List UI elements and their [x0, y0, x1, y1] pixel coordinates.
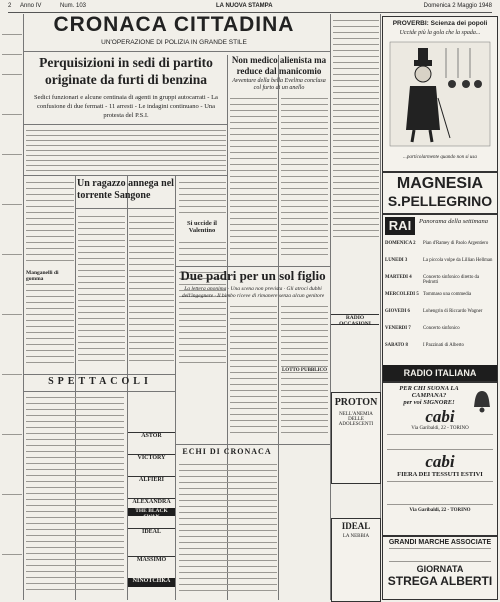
ideal-line: LA NEBBIA — [342, 534, 370, 539]
article-column — [26, 178, 74, 373]
column-rule — [23, 14, 24, 600]
rai-footer: RADIO ITALIANA — [383, 365, 497, 381]
column-rule — [278, 55, 279, 600]
rai-program: Lohengrin di Riccardo Wagner — [423, 309, 483, 314]
column-rule — [380, 14, 381, 600]
cabi-fiera: FIERA DEI TESSUTI ESTIVI — [397, 471, 483, 478]
echi-heading: ECHI DI CRONACA — [182, 447, 272, 456]
lead-deck: Sedici funzionari e alcune centinaia di agenti in gruppi autocarrati - La confusione di due fermati - 11 arresti - Le indagini continuano - Una protesta del P.S.I. — [34, 94, 218, 119]
article-column — [78, 212, 125, 372]
rai-logo: RAI — [385, 217, 415, 235]
lead-body — [26, 127, 226, 175]
cinema-film: THE BLACK SWAN — [128, 508, 175, 516]
cinema-name: MASSIMO — [128, 556, 175, 565]
divider — [76, 208, 176, 209]
issue-date: Domenica 2 Maggio 1948 — [423, 3, 492, 9]
article-column — [179, 462, 277, 600]
cinema-name: VICTORY — [128, 454, 175, 463]
proton-line: NELL'ANEMIA DELLE ADOLESCENTI — [338, 412, 374, 427]
newspaper-name: LA NUOVA STAMPA — [216, 3, 273, 9]
rai-day: LUNEDI 3 — [385, 258, 408, 263]
ragazzo-headline: Un ragazzo annega nel torrente Sangone — [77, 178, 174, 201]
divider — [176, 266, 330, 267]
cabi-brand: cabi — [425, 452, 455, 471]
lead-headline: Perquisizioni in sedi di partito originate da furti di benzina — [39, 55, 213, 87]
cinema-film: NINOTCHKA — [128, 578, 175, 587]
medico-deck: Avventure della bella Evelina conclusa col furto di un anello — [232, 78, 326, 91]
proton-ad — [331, 392, 381, 484]
cabi-address: Via Garibaldi, 22 - TORINO — [411, 426, 469, 431]
article-column — [333, 16, 379, 246]
divider — [176, 444, 330, 445]
gomma-subhead: Manganelli di gomma — [26, 270, 59, 282]
proverbi-foot: ...particolarmente quando non si usa — [403, 155, 477, 160]
cabi-answer: per voi SIGNORE! — [403, 399, 455, 406]
magnesia-line1: MAGNESIA — [396, 175, 484, 192]
spettacoli-heading: SPETTACOLI — [48, 376, 152, 387]
cabi-brand: cabi — [425, 407, 455, 426]
cabi-ad — [382, 382, 498, 536]
cinema-name: ASTOR — [128, 432, 175, 441]
proverbi-title: PROVERBI: Scienza dei popoli — [392, 20, 488, 27]
proton-brand: PROTON — [334, 397, 378, 408]
medico-headline: Non medico alienista ma reduce dal manicomio — [231, 55, 327, 76]
rai-schedule — [385, 241, 495, 363]
article-column — [230, 304, 277, 444]
article-column — [281, 96, 328, 266]
gentleman-illustration — [386, 38, 494, 150]
column-rule — [330, 14, 331, 600]
divider — [24, 51, 330, 52]
rai-program: Pian d'Ramey di Paolo Argentiero — [423, 241, 489, 246]
rai-program: Concerto sinfonico diretto da Pedrotti — [423, 275, 480, 285]
strega-title: GRANDI MARCHE ASSOCIATE — [388, 539, 492, 546]
bell-icon — [471, 389, 493, 415]
strega-giornata: GIORNATA — [416, 564, 464, 574]
rai-program: Concerto sinfonico — [423, 326, 460, 331]
margin-column-text — [2, 14, 22, 600]
lotto-heading: LOTTO PUBBLICO — [281, 368, 328, 373]
rai-program: Tommaso una commedia — [423, 292, 472, 297]
rai-day: SABATO 8 — [385, 343, 408, 348]
cabi-question: PER CHI SUONA LA CAMPANA? — [399, 385, 459, 399]
cinema-name: IDEAL — [128, 528, 175, 537]
cinema-listings — [128, 432, 175, 600]
cabi-address: Via Garibaldi, 22 - TORINO — [409, 508, 471, 513]
rai-tagline: Panorama della settimana — [419, 218, 488, 225]
padri-headline: Due padri per un sol figlio — [180, 268, 326, 283]
proverbi-quote: Uccide più la gola che la spada... — [399, 30, 481, 36]
divider — [24, 391, 176, 392]
strega-ad — [382, 536, 498, 600]
article-column — [230, 96, 277, 266]
proverbi-ad — [382, 16, 498, 172]
rai-program: La piccola volpe da Lillian Hellman — [423, 258, 493, 263]
radio-occasioni: RADIO OCCASIONI — [331, 314, 379, 325]
year-label: Anno IV — [20, 3, 42, 9]
magnesia-ad — [382, 172, 498, 214]
ideal-ad — [331, 518, 381, 602]
listings-column — [26, 395, 124, 600]
cinema-name: ALEXANDRA — [128, 498, 175, 507]
article-column — [129, 212, 174, 372]
rai-day: GIOVEDI 6 — [385, 309, 410, 314]
divider — [24, 374, 176, 375]
issue-number: Num. 103 — [60, 3, 87, 9]
ideal-brand: IDEAL — [341, 521, 371, 531]
cinema-name: ALFIERI — [128, 476, 175, 485]
rai-day: MERCOLEDI 5 — [385, 292, 419, 297]
rai-day: VENERDI 7 — [385, 326, 411, 331]
section-kicker: UN'OPERAZIONE DI POLIZIA IN GRANDE STILE — [101, 39, 247, 46]
valentino-headline: Si uccide il Valentino — [187, 220, 217, 234]
masthead — [8, 2, 492, 13]
divider — [24, 124, 227, 125]
divider — [24, 175, 227, 176]
rai-day: DOMENICA 2 — [385, 241, 416, 246]
section-title: CRONACA CITTADINA — [53, 13, 295, 36]
page-number: 2 — [8, 3, 12, 9]
rai-day: MARTEDI 4 — [385, 275, 412, 280]
magnesia-line2: S.PELLEGRINO — [387, 193, 493, 209]
padri-deck: La lettera anonima · Una scena non prevista · Gli atroci dubbi dell'ingegnere · Il bimbo riceve di rimanere senza alcun genitore — [181, 286, 325, 299]
rai-ad — [382, 214, 498, 382]
rai-program: I Pazzinati di Alberto — [423, 343, 464, 348]
strega-brand: STREGA ALBERTI — [387, 574, 493, 588]
